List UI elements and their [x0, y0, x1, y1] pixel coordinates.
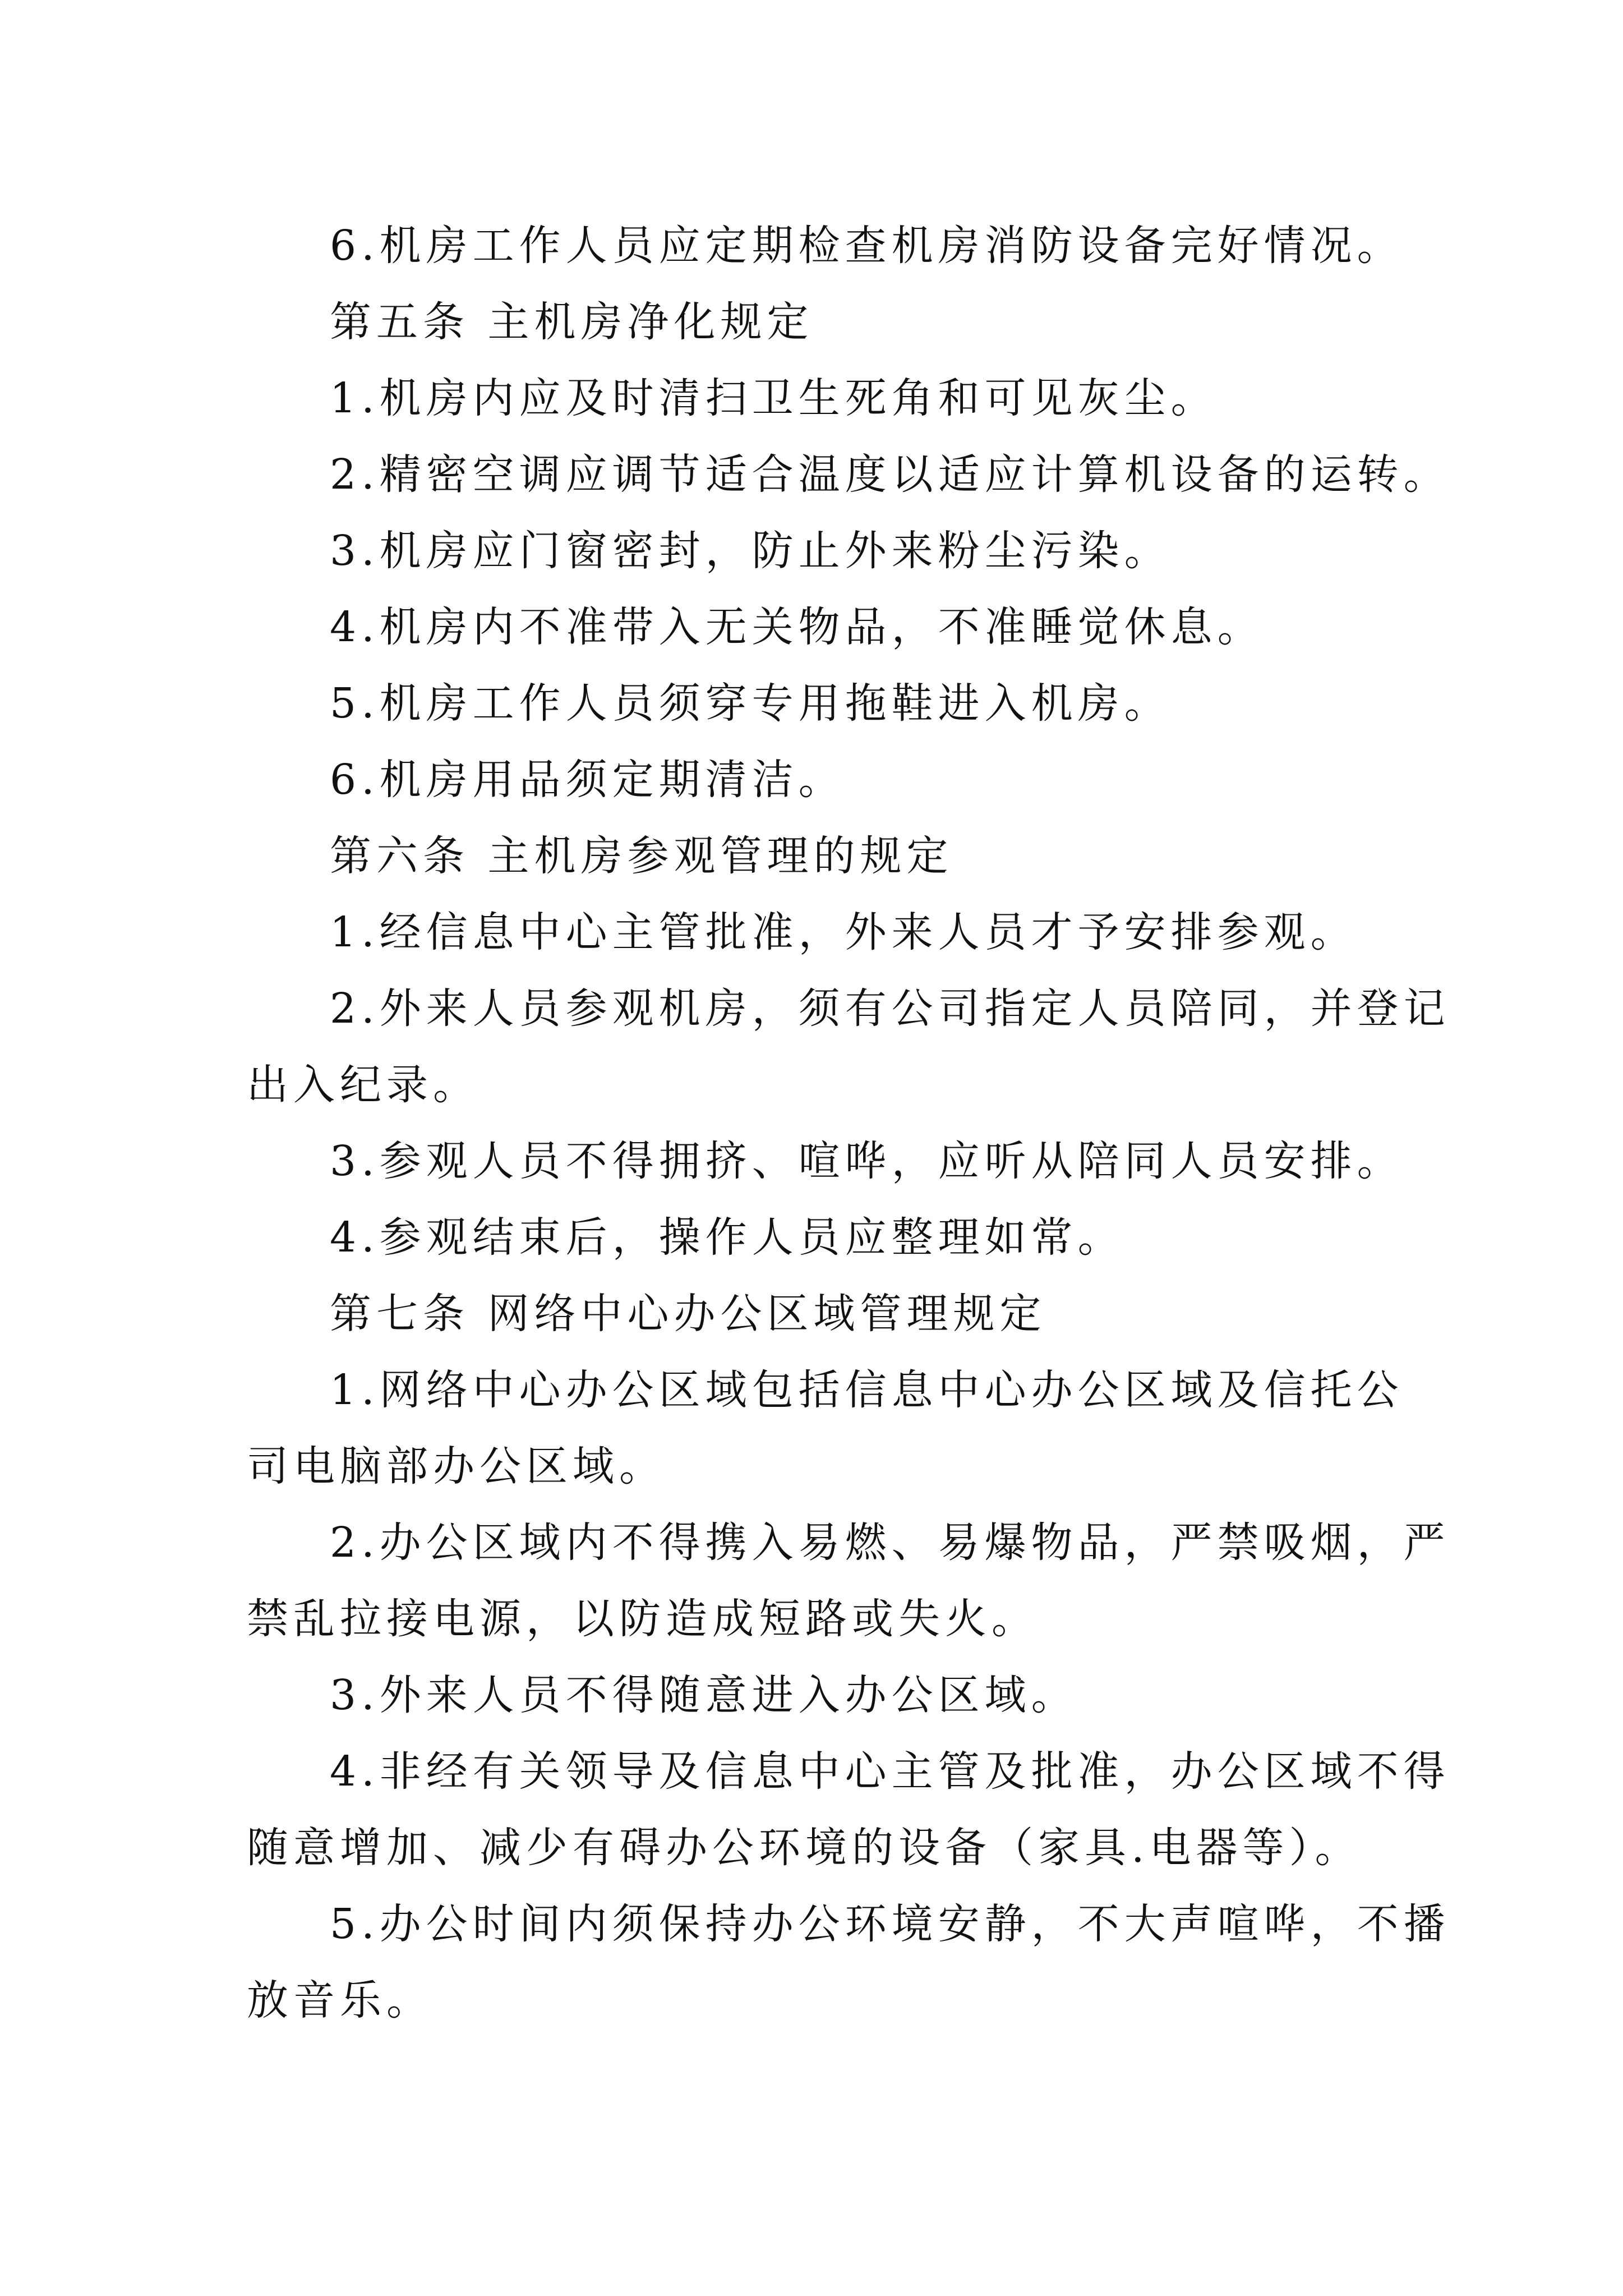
text-line: 5.机房工作人员须穿专用拖鞋进入机房。 [330, 679, 1171, 728]
text-line: 4.参观结束后，操作人员应整理如常。 [330, 1213, 1124, 1262]
text-line: 1.经信息中心主管批准，外来人员才予安排参观。 [330, 908, 1357, 956]
text-line: 1.机房内应及时清扫卫生死角和可见灰尘。 [330, 374, 1218, 422]
text-line: 3.参观人员不得拥挤、喧哗，应听从陪同人员安排。 [330, 1137, 1404, 1185]
section-heading: 第六条 主机房参观管理的规定 [330, 832, 953, 880]
section-heading: 第七条 网络中心办公区域管理规定 [330, 1290, 1046, 1338]
text-line: 3.外来人员不得随意进入办公区域。 [330, 1671, 1078, 1719]
text-line: 1.网络中心办公区域包括信息中心办公区域及信托公 [330, 1366, 1404, 1414]
text-line: 3.机房应门窗密封，防止外来粉尘污染。 [330, 527, 1171, 575]
text-line-continuation: 随意增加、减少有碍办公环境的设备（家具.电器等）。 [247, 1824, 1362, 1872]
document-body [247, 208, 1450, 2039]
text-line: 5.办公时间内须保持办公环境安静，不大声喧哗，不播 [330, 1900, 1450, 1948]
text-line-continuation: 放音乐。 [247, 1976, 433, 2024]
text-line: 2.外来人员参观机房，须有公司指定人员陪同，并登记 [330, 984, 1450, 1033]
text-line-continuation: 司电脑部办公区域。 [247, 1442, 666, 1490]
text-line: 2.精密空调应调节适合温度以适应计算机设备的运转。 [330, 450, 1450, 499]
text-line: 2.办公区域内不得携入易燃、易爆物品，严禁吸烟，严 [330, 1519, 1450, 1567]
text-line-continuation: 出入纪录。 [247, 1061, 479, 1109]
text-line: 4.机房内不准带入无关物品，不准睡觉休息。 [330, 603, 1264, 651]
text-line: 6.机房用品须定期清洁。 [330, 756, 845, 804]
text-line: 4.非经有关领导及信息中心主管及批准，办公区域不得 [330, 1747, 1450, 1796]
text-line: 6.机房工作人员应定期检查机房消防设备完好情况。 [330, 222, 1404, 270]
section-heading: 第五条 主机房净化规定 [330, 298, 814, 346]
text-line-continuation: 禁乱拉接电源，以防造成短路或失火。 [247, 1595, 1038, 1643]
